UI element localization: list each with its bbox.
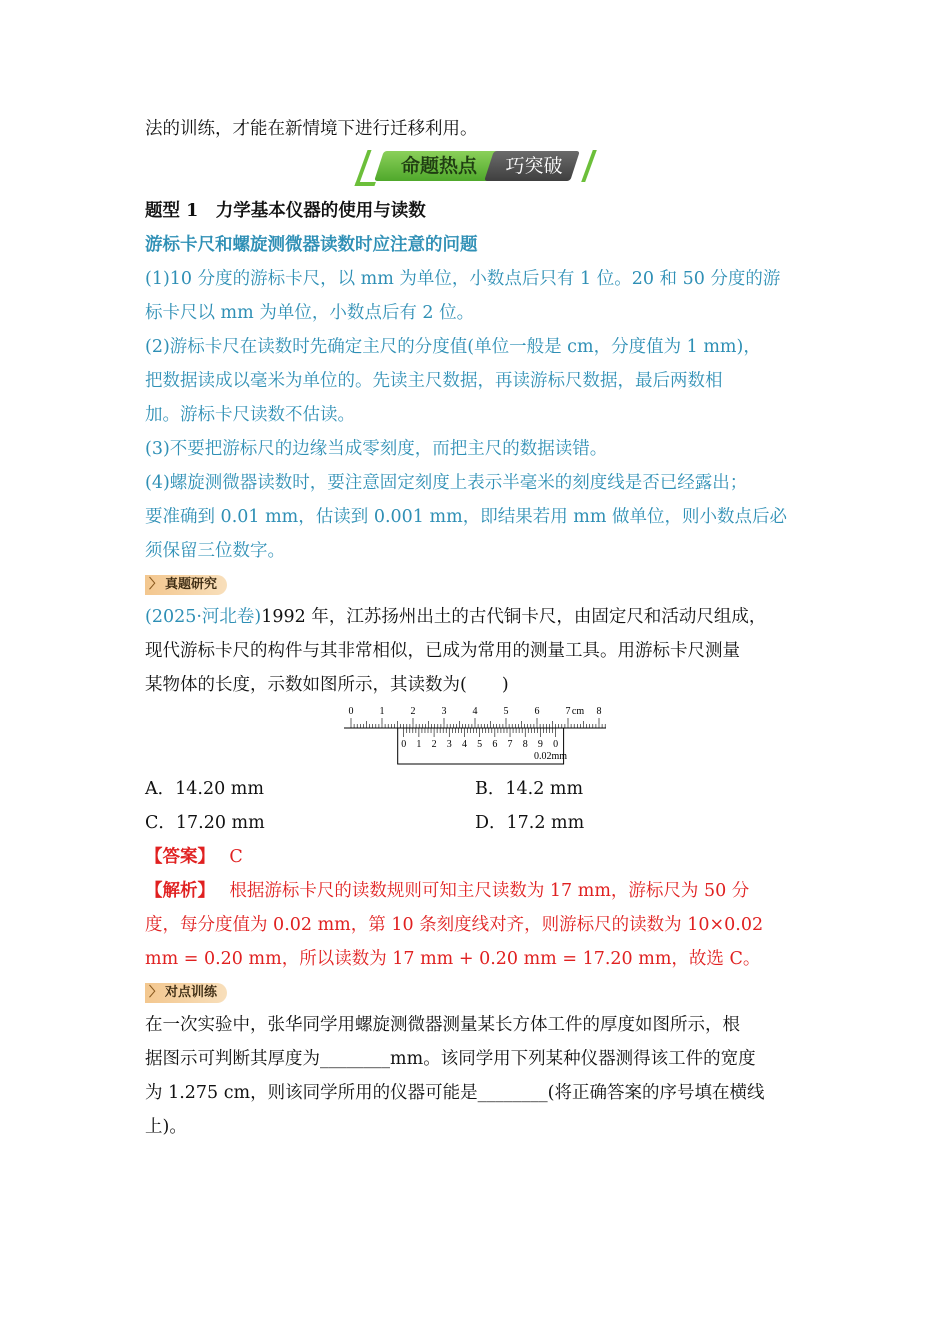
option-a: A．14.20 mm <box>145 779 264 799</box>
note-line: (3)不要把游标尺的边缘当成零刻度，而把主尺的数据读错。 <box>145 439 608 459</box>
note-line: (1)10 分度的游标卡尺，以 mm 为单位，小数点后只有 1 位。20 和 50 分度的游 <box>145 269 781 289</box>
section-banner <box>145 148 807 188</box>
analysis-line: mm = 0.20 mm，所以读数为 17 mm + 0.20 mm = 17.20 mm，故选 C。 <box>145 949 761 969</box>
vernier-label: 3 <box>446 739 452 750</box>
precision-label: 0.02mm <box>534 751 568 762</box>
practice-line: 在一次实验中，张华同学用螺旋测微器测量某长方体工件的厚度如图所示，根 <box>145 1015 740 1035</box>
tag-research-label: 真题研究 <box>165 577 218 592</box>
tag-practice-label: 对点训练 <box>165 985 218 1000</box>
vernier-figure <box>145 704 807 768</box>
tag-practice <box>145 983 227 1003</box>
vernier-label: 2 <box>431 739 437 750</box>
option-b: B．14.2 mm <box>475 779 584 799</box>
practice-line: 上)。 <box>145 1117 187 1137</box>
section-title: 题型 1 力学基本仪器的使用与读数 <box>145 201 426 221</box>
vernier-label: 5 <box>477 739 483 750</box>
vernier-label: 8 <box>522 739 528 750</box>
main-scale-label: 8 <box>596 706 602 717</box>
analysis-label: 【解析】 <box>145 881 207 901</box>
analysis <box>145 874 807 976</box>
note-line: (2)游标卡尺在读数时先确定主尺的分度值(单位一般是 cm，分度值为 1 mm)， <box>145 337 761 357</box>
note-1 <box>145 262 807 330</box>
document-page <box>145 112 807 1144</box>
answer <box>145 840 807 874</box>
chevron-icon: 〉 <box>149 577 163 592</box>
main-scale-label: 1 <box>379 706 385 717</box>
vernier-label: 1 <box>416 739 422 750</box>
practice-line: 为 1.275 cm，则该同学所用的仪器可能是________(将正确答案的序号填在横线 <box>145 1083 765 1103</box>
main-scale-label: 0 <box>348 706 354 717</box>
option-c: C．17.20 mm <box>145 813 265 833</box>
vernier-label: 9 <box>537 739 543 750</box>
banner-left-text: 命题热点 <box>400 155 477 177</box>
main-scale-label: 2 <box>410 706 416 717</box>
main-scale-label: 7 <box>565 706 571 717</box>
option-d: D．17.2 mm <box>475 813 585 833</box>
note-line: (4)螺旋测微器读数时，要注意固定刻度上表示半毫米的刻度线是否已经露出； <box>145 473 748 493</box>
vernier-label: 7 <box>507 739 513 750</box>
vernier-caliper-diagram <box>344 704 608 768</box>
analysis-line: 度，每分度值为 0.02 mm，第 10 条刻度线对齐，则游标尺的读数为 10×0.02 <box>145 915 764 935</box>
question-line: 现代游标卡尺的构件与其非常相似，已成为常用的测量工具。用游标卡尺测量 <box>145 641 740 661</box>
note-line: 加。游标卡尺读数不估读。 <box>145 405 355 425</box>
note-line: 须保留三位数字。 <box>145 541 285 561</box>
question-line: 某物体的长度，示数如图所示，其读数为( ) <box>145 675 509 695</box>
main-scale-label: 4 <box>472 706 478 717</box>
practice-line: 据图示可判断其厚度为________mm。该同学用下列某种仪器测得该工件的宽度 <box>145 1049 756 1069</box>
notes-heading: 游标卡尺和螺旋测微器读数时应注意的问题 <box>145 235 478 255</box>
main-scale-label: 6 <box>534 706 540 717</box>
question <box>145 600 807 702</box>
banner-right-text: 巧突破 <box>505 155 563 177</box>
main-scale-label: 5 <box>503 706 509 717</box>
note-line: 标卡尺以 mm 为单位，小数点后有 2 位。 <box>145 303 475 323</box>
note-line: 把数据读成以毫米为单位的。先读主尺数据，再读游标尺数据，最后两数相 <box>145 371 723 391</box>
note-3 <box>145 432 807 466</box>
vernier-label: 6 <box>492 739 498 750</box>
practice <box>145 1008 807 1144</box>
note-4 <box>145 466 807 568</box>
vernier-label: 0 <box>401 739 407 750</box>
answer-label: 【答案】 <box>145 847 207 867</box>
main-scale <box>344 706 608 728</box>
note-line: 要准确到 0.01 mm，估读到 0.001 mm，即结果若用 mm 做单位，则小数点后必 <box>145 507 788 527</box>
note-2 <box>145 330 807 432</box>
vernier-label: 4 <box>461 739 467 750</box>
question-line: 1992 年，江苏扬州出土的古代铜卡尺，由固定尺和活动尺组成， <box>261 607 767 627</box>
analysis-line: 根据游标卡尺的读数规则可知主尺读数为 17 mm，游标尺为 50 分 <box>229 881 750 901</box>
vernier-label: 0 <box>553 739 559 750</box>
question-source: (2025·河北卷) <box>145 607 262 627</box>
answer-value: C <box>229 847 243 867</box>
intro-tail: 法的训练，才能在新情境下进行迁移利用。 <box>145 119 478 139</box>
tag-research <box>145 575 227 595</box>
main-scale-label: 3 <box>441 706 447 717</box>
chevron-icon: 〉 <box>149 985 163 1000</box>
main-scale-unit: cm <box>571 706 585 717</box>
answer-options <box>145 772 807 840</box>
